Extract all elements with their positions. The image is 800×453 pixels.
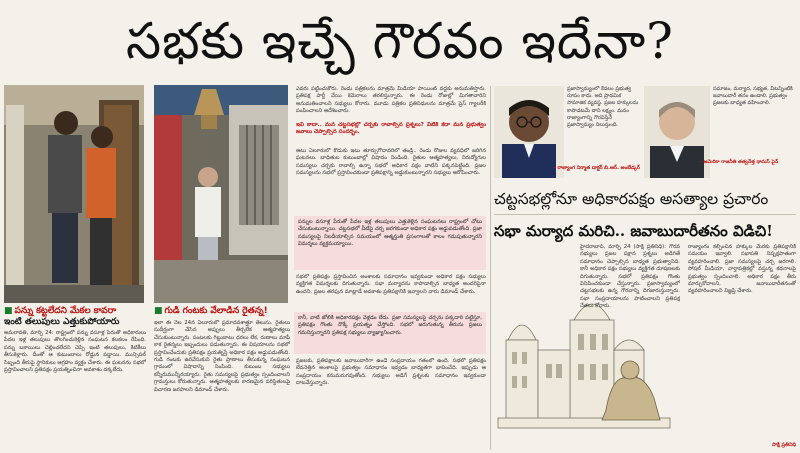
col3-body-1: ఆటు ఏలూరులో కొడుకు ఇటు తూర్పుగోదావరిలో తండ్రి.. రెండు రోజుల వ్యవధిలో జరిగిన ఘటనలు. బాధితుల కుటుంబాల్లో విషాదం నిండింది. రైతుల ఆత్మహత్యలు, నిరుద్యోగుల సమస్యలు చర్చకు రావాల్సి ఉన్నా సభలో అధికార పక్షం వాటిని పక్కనపెట్టింది. ప్రజల సమస్యలను సభలో ప్రస్తావించకుండా ప్రతిపక్షాన్ని అడ్డుకుంటున్నారని సభ్యులు ఆరోపించారు. xyxy=(296,148,486,177)
col1-body: అమరావతి, మార్చి 24: రాష్ట్రంలో పన్ను వసూళ్ల పేరుతో అధికారులు పేదల ఇళ్ల తలుపులు తొలగించుకెళ్లిన సంఘటన కలకలం రేపింది. పన్ను బకాయిలు చెల్లించలేదని చెప్పి ఇంటి తలుపులు, కిటికీలు తీసుకెళ్లారు. దీంతో ఆ కుటుంబాలు రోడ్డున పడ్డాయి. మున్సిపల్ సిబ్బంది తీరుపై స్థానికులు ఆగ్రహం వ్యక్తం చేశారు. ఈ ఘటనను సభలో ప్రస్తావించాలని ప్రతిపక్షం ప్రయత్నించినా అవకాశం దక్కలేదు. xyxy=(4,330,146,374)
right-body-1: హైదరాబాద్, మార్చి 24 (సాక్షి ప్రతినిధి): గౌరవ సభ్యులు ప్రజల పక్షాన ప్రశ్నలు అడిగితే సమాధానం చెప్పాల్సిన బాధ్యత ప్రభుత్వానిది. కానీ అధికార పక్షం సభ్యులు వ్యక్తిగత దూషణలకు దిగుతున్నారు. సభలో ప్రతిపక్షం గొంతు వినిపించకుండా చేస్తున్నారు. ప్రజాస్వామ్యంలో చట్టసభలకు ఉన్న గౌరవాన్ని దిగజారుస్తున్నారు. సభా సంప్రదాయాలను పాటించాలని ప్రతిపక్ష నేతలు కోరారు. xyxy=(580,244,680,310)
col2-body: ఇలా ఈ నెల 24న ఏలూరులో ప్రమాదవశాత్తూ తెలుసు. రైతులు సుదీర్ఘంగా చేసిన అప్పులు తీర్చలేక ఆత్మహత్యలు చేసుకుంటున్నారు. పంటలకు గిట్టుబాటు ధరలు లేక, రుణాలు మాఫీ కాక రైతన్నలు ఇబ్బందులు పడుతున్నారు. ఈ విషయాలను సభలో ప్రస్తావించేందుకు ప్రతిపక్షం ప్రయత్నిస్తే అధికార పక్షం అడ్డుపడుతోంది. గుడి గంటకు ఉరివేసుకుని రైతు ప్రాణాలు తీసుకున్న సంఘటన గ్రామంలో విషాదాన్ని నింపింది. కుటుంబ సభ్యులు కన్నీరుమున్నీరయ్యారు. రైతు సమస్యలపై ప్రభుత్వం స్పందించాలని గ్రామస్తులు కోరుతున్నారు. ఆత్మహత్యలకు కారణమైన పరిస్థితులపై విచారణ జరపాలని డిమాండ్ చేశారు. xyxy=(154,320,290,393)
photo-temple-bell xyxy=(154,85,288,303)
photo2-caption xyxy=(154,306,294,317)
col3-intro: ఎవరు పట్టించుకోరు. రెండు పత్రికలను మాత్రమే మీడియా పాయింట్ వద్దకు అనుమతిస్తారు. ప్రతిపక్ష పార్టీ వేయి కెమెరాలు తరలిస్తున్నారు. ఈ రెండు రోజుల్లో మిగతావారిని అనుమతించాలని సభ్యులు కోరారు. మూడు పత్రికల ప్రతినిధులను మాత్రమే ప్రెస్ గ్యాలరీకి పంపించాలని ఆదేశించారు. xyxy=(296,86,486,115)
col3-body-2: సభలో ప్రతిపక్షం ప్రస్తావించిన అంశాలకు సమాధానం ఇవ్వకుండా అధికార పక్షం సభ్యులు వ్యక్తిగత విమర్శలకు దిగుతున్నారు. సభా మర్యాదను కాపాడాల్సిన బాధ్యత అందరిపైనా ఉందని, ప్రజల తరఫున మాట్లాడే అవకాశం ప్రతిపక్షానికి ఇవ్వాలని వారు డిమాండ్ చేశారు. xyxy=(296,274,486,295)
column-divider xyxy=(490,86,491,450)
bullet-icon: ■ xyxy=(4,306,13,316)
photo-door-removal xyxy=(4,85,144,303)
col3-highlight: ఇవి కాదా.. మన చట్టసభల్లో చర్చకు రావాల్సిన ప్రశ్నలు? వీటికి కదా మన ప్రభుత్వం జవాబు చెప్పాల్సిన సందర్భం. xyxy=(296,122,486,136)
subheading-rule xyxy=(494,214,796,215)
byline: సాక్షి ప్రతినిధి xyxy=(771,442,796,448)
col3-callout-2: కానీ, వాటి జోలికి అధికారపక్షం వెళ్లడం లేదు. ప్రజా సమస్యలపై చర్చను పక్కదారి పట్టిస్తూ, ప్రతిపక్షం గొంతు నొక్కే ప్రయత్నం చేస్తోంది. సభలో జరుగుతున్న తీరును ప్రజలు గమనిస్తున్నారని ప్రతిపక్ష సభ్యులు వ్యాఖ్యానించారు. xyxy=(294,312,486,354)
quote-paine-author: - అమెరికా రాజనీతి తత్వవేత్త థామస్ పైన్ xyxy=(700,160,779,165)
photo2-caption-title: గుడి గంటకు వేలాడిన రైతన్న! xyxy=(164,306,268,316)
photo1-caption xyxy=(4,306,150,328)
bullet-icon: ■ xyxy=(154,306,163,316)
quote-paine-text: సమాజం, మర్యాద, సభ్యత, వీటన్నింటికీ జవాబుదారీ తనం ఉండాలి. ప్రభుత్వం ప్రజలకు బాధ్యత వహించాలి. xyxy=(713,86,793,107)
subheading-assembly-propaganda: చట్టసభల్లోనూ అధికారపక్షం అసత్యాల ప్రచారం xyxy=(494,190,769,208)
col3-body-3: ప్రజలకు, ప్రతిపక్షాలకు జవాబుదారీగా ఉండే సంప్రదాయం గతంలో ఉంది. సభలో ప్రతిపక్షం లేవనెత్తిన అంశాలపై ప్రభుత్వం సమాధానం ఇవ్వడం బాధ్యతగా భావించేది. ఇప్పుడు ఆ సంప్రదాయం కనుమరుగవుతోంది. సభ్యులు అడిగే ప్రశ్నలకు సమాధానం ఇవ్వకుండా దాటవేస్తున్నారు. xyxy=(296,358,486,387)
col3-callout-1: పన్నుల వసూళ్ల పేరుతో పేదల ఇళ్ల తలుపులు ఎత్తుకెళ్లిన సంఘటనలు రాష్ట్రంలో చోటు చేసుకుంటున్నాయి. చట్టసభలో వీటిపై చర్చ జరగకుండా అధికార పక్షం అడ్డుపడుతోంది. ప్రజా సమస్యలపై నిలదీయాల్సిన సమయంలో ఆత్మస్తుతి ప్రసంగాలతో కాలం గడుపుతున్నారని విమర్శలు వ్యక్తమయ్యాయి. xyxy=(294,216,486,270)
headline: సభకు ఇచ్చే గౌరవం ఇదేనా? xyxy=(126,12,674,70)
subheading-decorum: సభా మర్యాద మరిచి.. జవాబుదారీతనం విడిచి! xyxy=(494,222,773,240)
right-body-2: రాజ్యాంగం కల్పించిన హక్కుల మేరకు ప్రతిపక్షానికి సమయం ఇవ్వాలి. సభాపతి నిష్పక్షపాతంగా వ్యవహరించాలి. ప్రజా సమస్యలపై చర్చ జరగాలి. సోషల్ మీడియా, వార్తాపత్రికల్లో వస్తున్న కథనాలపై ప్రభుత్వం స్పందించాలి. అధికార పక్షం తీరు మార్చుకోవాలని, జవాబుదారీతనంతో వ్యవహరించాలని విజ్ఞప్తి చేశారు. xyxy=(688,244,796,295)
photo1-caption-title: పన్ను కట్టలేదని మేకల కావరా xyxy=(14,306,117,316)
quote-ambedkar-text: ప్రజాస్వామ్యంలో కేవలం ప్రభుత్వ రూపం కాదు. అది ప్రాథమిక సామాజిక వ్యవస్థ. ప్రజల హక్కులను కాపాడటమే దాని లక్ష్యం. మనం రాజ్యాంగాన్ని గౌరవిస్తేనే ప్రజాస్వామ్యం నిలుస్తుంది. xyxy=(567,86,639,129)
photo1-caption-subtitle: ఇంటి తలుపులు ఎత్తుకుపోయారు xyxy=(4,317,120,327)
quote-ambedkar-author: - రాజ్యాంగ నిర్మాత డాక్టర్ బి.ఆర్. అంబేడ్కర్ xyxy=(553,165,640,171)
